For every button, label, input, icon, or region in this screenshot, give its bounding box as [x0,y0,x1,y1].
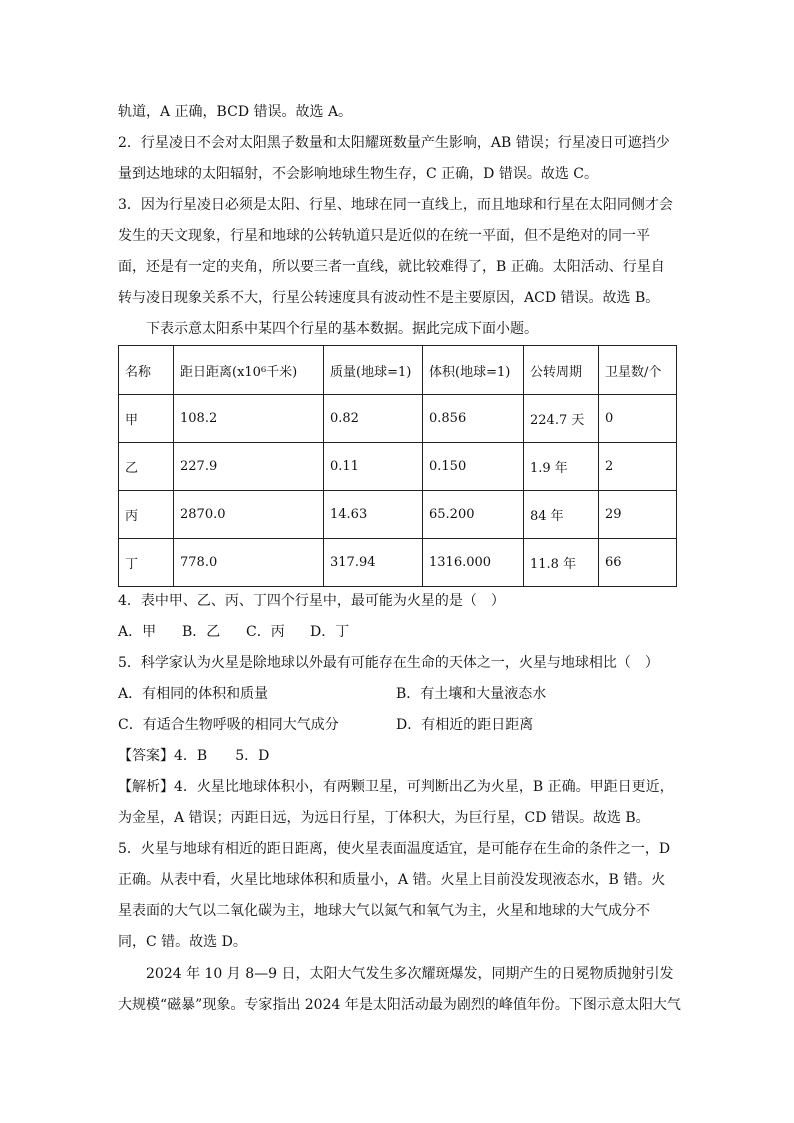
table-cell: 778.0 [174,539,324,587]
analysis-line-3: 5．火星与地球有相近的距日距离，使火星表面温度适宜，是可能存在生命的条件之一，D [118,841,671,857]
q4-option-b: B．乙 [182,624,221,640]
table-cell: 108.2 [174,395,324,443]
table-row [119,395,677,443]
q5-options-row-1 [118,679,678,710]
table-cell: 甲 [119,395,174,443]
table-cell: 乙 [119,443,174,491]
q2-analysis-line-2: 量到达地球的太阳辐射，不会影响地球生物生存，C 正确，D 错误。故选 C。 [118,166,598,182]
q4-option-d: D．丁 [310,624,350,640]
table-cell: 1316.000 [423,539,524,587]
q3-analysis-line-4: 转与凌日现象关系不大，行星公转速度具有波动性不是主要原因，ACD 错误。故选 B。 [118,290,660,306]
q5-options-row-2 [118,710,678,741]
q4-stem: 4．表中甲、乙、丙、丁四个行星中，最可能为火星的是（ ） [118,593,505,609]
table-cell: 丙 [119,491,174,539]
header-cell: 距日距离(x10⁶千米) [174,346,324,395]
header-cell: 体积(地球=1) [423,346,524,395]
q2-analysis-line-1: 2．行星凌日不会对太阳黑子数量和太阳耀斑数量产生影响，AB 错误；行星凌日可遮挡少 [118,135,670,151]
table-cell: 0.150 [423,443,524,491]
header-cell: 卫星数/个 [599,346,677,395]
table-cell: 14.63 [324,491,423,539]
q5-option-a: A．有相同的体积和质量 [118,686,269,702]
q5-option-c: C．有适合生物呼吸的相同大气成分 [118,717,339,733]
analysis-line-4: 正确。从表中看，火星比地球体积和质量小，A 错。火星上目前没发现液态水，B 错。火 [118,872,666,888]
table-cell: 1.9 年 [524,443,599,491]
header-cell: 公转周期 [524,346,599,395]
table-cell: 11.8 年 [524,539,599,587]
analysis-line-1: 【解析】4．火星比地球体积小，有两颗卫星，可判断出乙为火星，B 正确。甲距日更近， [118,779,674,795]
table-cell: 2870.0 [174,491,324,539]
analysis-line-2: 为金星，A 错误；丙距日远，为远日行星，丁体积大，为巨行星，CD 错误。故选 B。 [118,810,650,826]
next-intro-line-1: 2024 年 10 月 8—9 日，太阳大气发生多次耀斑爆发，同期产生的日冕物质抛射引发 [146,966,674,982]
table-cell: 0 [599,395,677,443]
table-cell: 0.82 [324,395,423,443]
planet-data-table [118,345,677,587]
q5-option-d: D．有相近的距日距离 [396,717,534,733]
table-row [119,539,677,587]
analysis-line-5: 星表面的大气以二氧化碳为主，地球大气以氮气和氧气为主，火星和地球的大气成分不 [118,903,650,919]
table-cell: 66 [599,539,677,587]
table-cell: 224.7 天 [524,395,599,443]
q5-option-b: B．有土壤和大量液态水 [396,686,547,702]
table-cell: 丁 [119,539,174,587]
answer-key: 【答案】4．B 5．D [118,748,270,764]
q3-analysis-line-2: 发生的天文现象，行星和地球的公转轨道只是近似的在统一平面，但不是绝对的同一平 [118,228,650,244]
q4-option-c: C．丙 [246,624,285,640]
table-cell: 227.9 [174,443,324,491]
table-cell: 84 年 [524,491,599,539]
prev-answer-line: 轨道，A 正确，BCD 错误。故选 A。 [118,104,353,120]
table-row [119,491,677,539]
table-row [119,443,677,491]
table-cell: 29 [599,491,677,539]
table-header-row [119,346,677,395]
q3-analysis-line-3: 面，还是有一定的夹角，所以要三者一直线，就比较难得了，B 正确。太阳活动、行星自 [118,259,665,275]
header-cell: 质量(地球=1) [324,346,423,395]
table-cell: 317.94 [324,539,423,587]
analysis-line-6: 同，C 错。故选 D。 [118,934,247,950]
table-cell: 65.200 [423,491,524,539]
q3-analysis-line-1: 3．因为行星凌日必须是太阳、行星、地球在同一直线上，而且地球和行星在太阳同侧才会 [118,197,673,213]
q5-stem: 5．科学家认为火星是除地球以外最有可能存在生命的天体之一，火星与地球相比（ ） [118,655,659,671]
header-cell: 名称 [119,346,174,395]
table-cell: 0.11 [324,443,423,491]
q4-option-a: A．甲 [118,624,157,640]
table-cell: 2 [599,443,677,491]
next-intro-line-2: 大规模“磁暴”现象。专家指出 2024 年是太阳活动最为剧烈的峰值年份。下图示意太阳大气 [118,997,681,1013]
q4-options [118,617,678,648]
table-cell: 0.856 [423,395,524,443]
table-intro: 下表示意太阳系中某四个行星的基本数据。据此完成下面小题。 [146,321,538,337]
